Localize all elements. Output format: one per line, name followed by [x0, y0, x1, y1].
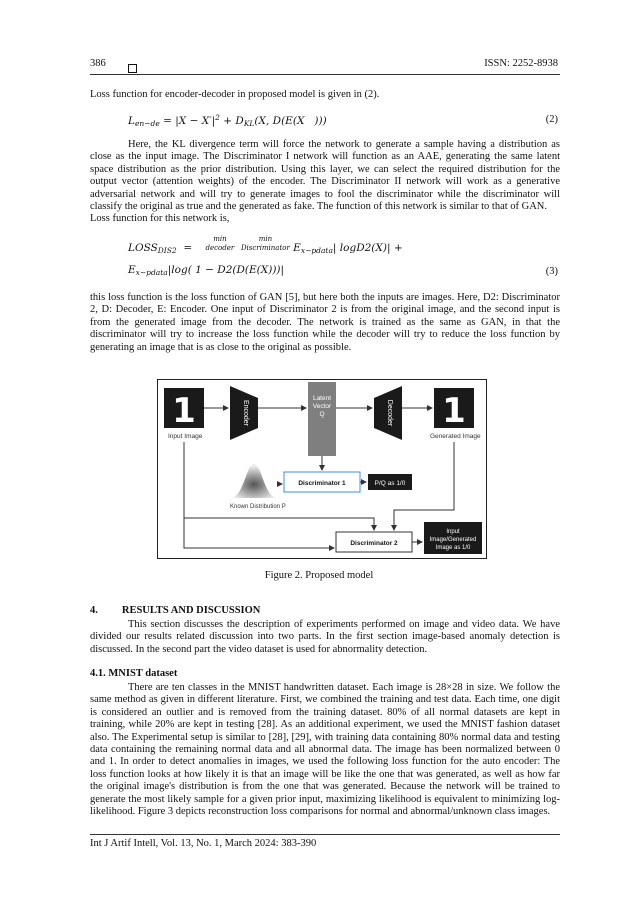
section-4-number: 4.: [90, 605, 98, 616]
latent-label-1: Latent: [312, 395, 332, 402]
paragraph-kl-divergence: [90, 139, 560, 226]
equation-3-number: (3): [545, 266, 558, 277]
footer-citation: Int J Artif Intell, Vol. 13, No. 1, March 2024: 383-390: [90, 838, 317, 849]
equation-2: $L_{en-de} = |X - X'|^2 + D_{KL}(X$, D(E(X ))): [128, 113, 327, 128]
known-distribution-plot: [230, 464, 278, 498]
decoder-label: Decoder: [386, 399, 393, 427]
latent-vector-box: [308, 382, 336, 456]
known-distribution-label: Known Distribution P: [230, 504, 286, 510]
paragraph-1-text: Here, the KL divergence term will force the network to generate a sample having a distribution as close as the input image. The Discriminator I network will function as an AAE, generating the same latent space distribution as the prior distribution. Using this layer, we can select the required distribution for the output vector (attention weights) of the encoder. The Discriminator II network will work as a generative adversarial network and will try to generate images to fool the discriminator while the discriminator will classify the original as true and the generated as fake. The function of this network is similar to that of GAN.: [90, 139, 560, 213]
section-4-1-text: There are ten classes in the MNIST handwritten dataset. Each image is 28×28 in size. We follow the same method as given in different literature. First, we combined the training and test data. Each time, one digit is considered an outlier and is removed from the training dataset. 80% of all normal datasets are kept in training, while 20% are kept in testing [28]. As an additional experiment, we used the MNIST fashion dataset also. The Experimental setup is similar to [28], [29], with training data containing 80% normal data and testing data containing the remaining normal data and all abnormal data. The image has been normalized between 0 and 1. In order to detect anomalies in images, we used the following loss function for the auto encoder: The loss function looks at how likely it is that an image will be like the one that was generated, as well as how far the original image's distribution is from the one that was generated. Because the network will be trained to generate the most likely sample for a given prior input, maximizing likelihood is equivalent to minimizing log-likelihood. Figure 3 depicts reconstruction loss comparisons for normal and abnormal/unknown class images.: [90, 682, 560, 818]
section-4-1-paragraph: [90, 682, 560, 818]
header-rule: [90, 74, 560, 75]
output-digit: 1: [442, 391, 466, 431]
pq-output-label: P/Q as 1/0: [374, 480, 406, 487]
section-4-1-heading: 4.1. MNIST dataset: [90, 668, 178, 679]
page-number: 386: [90, 58, 106, 69]
figure-diagram: [158, 380, 488, 560]
section-4-heading: [90, 605, 260, 616]
figure-proposed-model: [157, 379, 487, 559]
section-4-text: This section discusses the description of experiments performed on image and video data. We have divided our results related discussion into two parts. In the first section image-based anomaly detection is discussed. In the second part the video dataset is used for abnormality detection.: [90, 619, 560, 655]
paragraph-gan-loss: this loss function is the loss function of GAN [5], but here both the inputs are images. Here, D2: Discriminator 2, D: Decoder, E: Encoder. One input of Discriminator 2 is from the original image, and the second input is from the generated image from the decoder. The network is trained as the same as GAN, in that the discriminator will try to increase the loss function while the decoder will try to reduce the loss function by generating an image that is as close to the original as possible.: [90, 292, 560, 353]
issn: ISSN: 2252-8938: [484, 58, 558, 69]
latent-label-2: Vector: [312, 403, 332, 410]
input-digit: 1: [172, 391, 196, 431]
input-image-label: Input Image: [168, 433, 203, 440]
generated-image-label: Generated Image: [430, 433, 481, 440]
encoder-label: Encoder: [242, 399, 249, 427]
equation-2-number: (2): [545, 114, 558, 125]
paragraph-1-tail: Loss function for this network is,: [90, 213, 230, 225]
latent-label-3: Q: [319, 411, 325, 418]
discriminator-1-label: Discriminator 1: [298, 480, 346, 487]
disc2-output-line-3: Image as 1/0: [435, 545, 471, 551]
equation-3-line2: $E_{x\sim pdata}|\log$( 1 − D2(D(E(X)))|: [128, 264, 285, 277]
figure-caption: Figure 2. Proposed model: [264, 570, 374, 581]
footer-rule: [90, 834, 560, 835]
section-4-paragraph: [90, 619, 560, 656]
disc2-output-line-1: Input: [446, 529, 460, 535]
discriminator-2-label: Discriminator 2: [350, 540, 398, 547]
equation-3-line1: $LOSS_{DIS2}$ = min decoder min Discriminator $E_{x\sim pdata}|$ logD2(X)| +: [128, 235, 403, 255]
arrow-input-disc2-top: [184, 518, 374, 530]
section-4-title: RESULTS AND DISCUSSION: [121, 605, 261, 616]
disc2-output-line-2: Image/Generated: [429, 537, 477, 543]
intro-line: Loss function for encoder-decoder in proposed model is given in (2).: [90, 89, 380, 100]
